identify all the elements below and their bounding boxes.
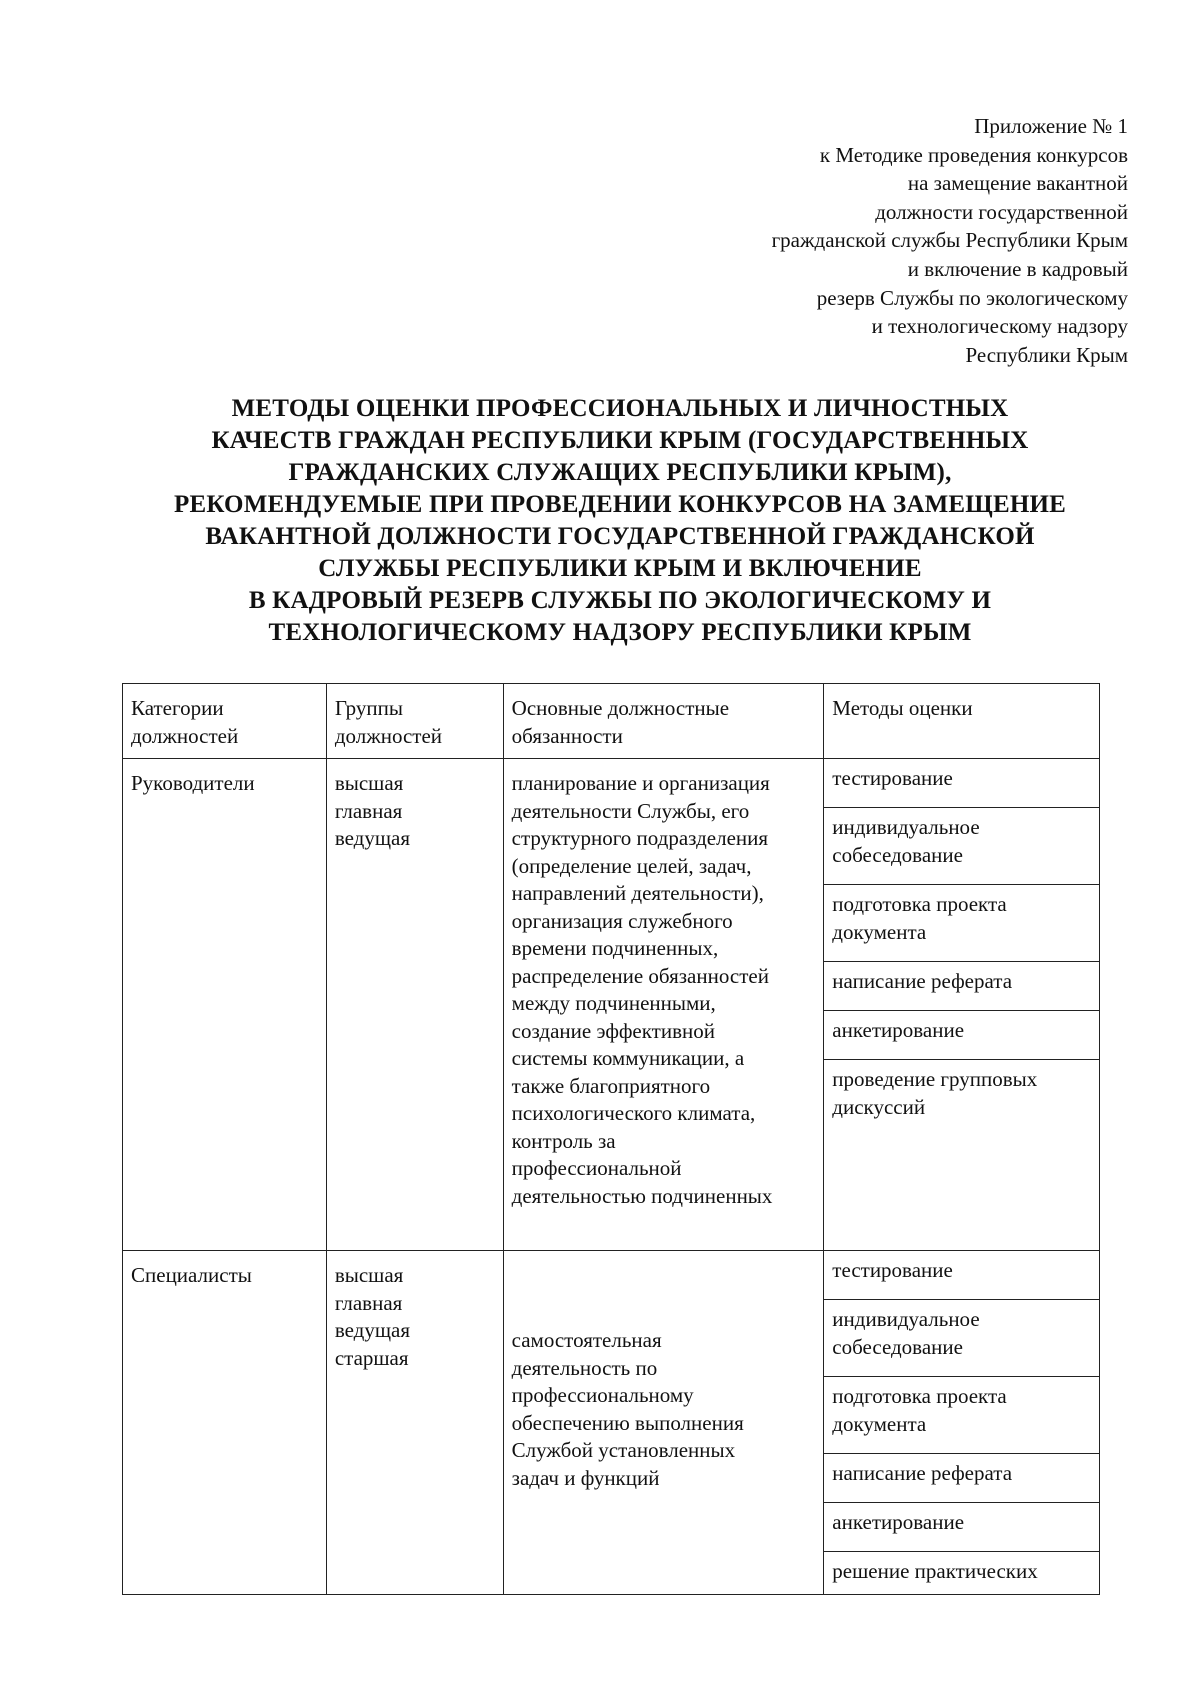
- groups-cell: [326, 759, 503, 1251]
- groups-label: высшая главная ведущая старшая: [334, 1263, 410, 1370]
- method-item: индивидуальное собеседование: [824, 808, 1099, 885]
- header-categories-label: Категории должностей: [131, 696, 239, 748]
- appendix-line: должности государственной: [875, 199, 1128, 224]
- groups-cell: [326, 1251, 503, 1595]
- table-header-row: [123, 684, 1100, 759]
- method-item: написание реферата: [824, 1454, 1099, 1503]
- title-line: МЕТОДЫ ОЦЕНКИ ПРОФЕССИОНАЛЬНЫХ И ЛИЧНОСТНЫХ: [231, 395, 1009, 422]
- header-groups-label: Группы должностей: [334, 696, 443, 748]
- appendix-line: на замещение вакантной: [907, 171, 1128, 196]
- table-row: [123, 1251, 1100, 1595]
- method-item: анкетирование: [824, 1503, 1099, 1552]
- method-item: написание реферата: [824, 962, 1099, 1011]
- method-item: решение практических: [832, 1559, 1038, 1583]
- duties-cell: [503, 1251, 824, 1595]
- appendix-line: и технологическому надзору: [871, 314, 1128, 339]
- methods-list: [824, 1251, 1099, 1594]
- method-item: индивидуальное собеседование: [824, 1300, 1099, 1377]
- document-title: [110, 393, 1130, 649]
- methods-table: [122, 683, 1100, 1595]
- method-item: анкетирование: [824, 1011, 1099, 1060]
- appendix-line: Приложение № 1: [974, 114, 1128, 138]
- title-line: ГРАЖДАНСКИХ СЛУЖАЩИХ РЕСПУБЛИКИ КРЫМ),: [288, 459, 952, 486]
- method-item: тестирование: [824, 1251, 1099, 1300]
- table-row: [123, 759, 1100, 1251]
- title-line: В КАДРОВЫЙ РЕЗЕРВ СЛУЖБЫ ПО ЭКОЛОГИЧЕСКОМУ И: [248, 587, 992, 614]
- duties-text: самостоятельная деятельность по профессиональному обеспечению выполнения Службой установленных задач и функций: [511, 1328, 744, 1490]
- methods-list: [824, 759, 1099, 1129]
- appendix-line: и включение в кадровый: [907, 256, 1128, 281]
- header-methods: [824, 684, 1100, 759]
- groups-label: высшая главная ведущая: [334, 771, 410, 850]
- method-item: подготовка проекта документа: [824, 885, 1099, 962]
- appendix-line: гражданской службы Республики Крым: [771, 228, 1128, 253]
- methods-cell: [824, 759, 1100, 1251]
- title-line: СЛУЖБЫ РЕСПУБЛИКИ КРЫМ И ВКЛЮЧЕНИЕ: [318, 555, 922, 582]
- header-duties-label: Основные должностные обязанности: [511, 696, 730, 748]
- method-item: подготовка проекта документа: [824, 1377, 1099, 1454]
- method-item: проведение групповых дискуссий: [832, 1067, 1038, 1119]
- appendix-line: резерв Службы по экологическому: [816, 285, 1128, 310]
- appendix-line: к Методике проведения конкурсов: [819, 142, 1128, 167]
- category-cell: [123, 759, 327, 1251]
- appendix-header: [608, 112, 1128, 369]
- methods-cell: [824, 1251, 1100, 1595]
- category-label: Руководители: [131, 771, 255, 795]
- appendix-line: Республики Крым: [965, 342, 1128, 367]
- header-duties: [503, 684, 824, 759]
- method-item: тестирование: [824, 759, 1099, 808]
- title-line: ТЕХНОЛОГИЧЕСКОМУ НАДЗОРУ РЕСПУБЛИКИ КРЫМ: [268, 619, 972, 646]
- duties-cell: [503, 759, 824, 1251]
- category-cell: [123, 1251, 327, 1595]
- header-methods-label: Методы оценки: [832, 696, 973, 720]
- header-groups: [326, 684, 503, 759]
- title-line: КАЧЕСТВ ГРАЖДАН РЕСПУБЛИКИ КРЫМ (ГОСУДАРСТВЕННЫХ: [211, 427, 1029, 454]
- duties-text: планирование и организация деятельности Службы, его структурного подразделения (определение целей, задач, направлений деятельности), организация служебного времени подчиненных, распределение обязанностей между подчиненными, создание эффективной системы коммуникации, а также благоприятного психологического климата, контроль за профессиональной деятельностью подчиненных: [511, 771, 773, 1208]
- header-categories: [123, 684, 327, 759]
- title-line: РЕКОМЕНДУЕМЫЕ ПРИ ПРОВЕДЕНИИ КОНКУРСОВ НА ЗАМЕЩЕНИЕ: [174, 491, 1066, 518]
- category-label: Специалисты: [131, 1263, 252, 1287]
- title-line: ВАКАНТНОЙ ДОЛЖНОСТИ ГОСУДАРСТВЕННОЙ ГРАЖДАНСКОЙ: [205, 523, 1035, 550]
